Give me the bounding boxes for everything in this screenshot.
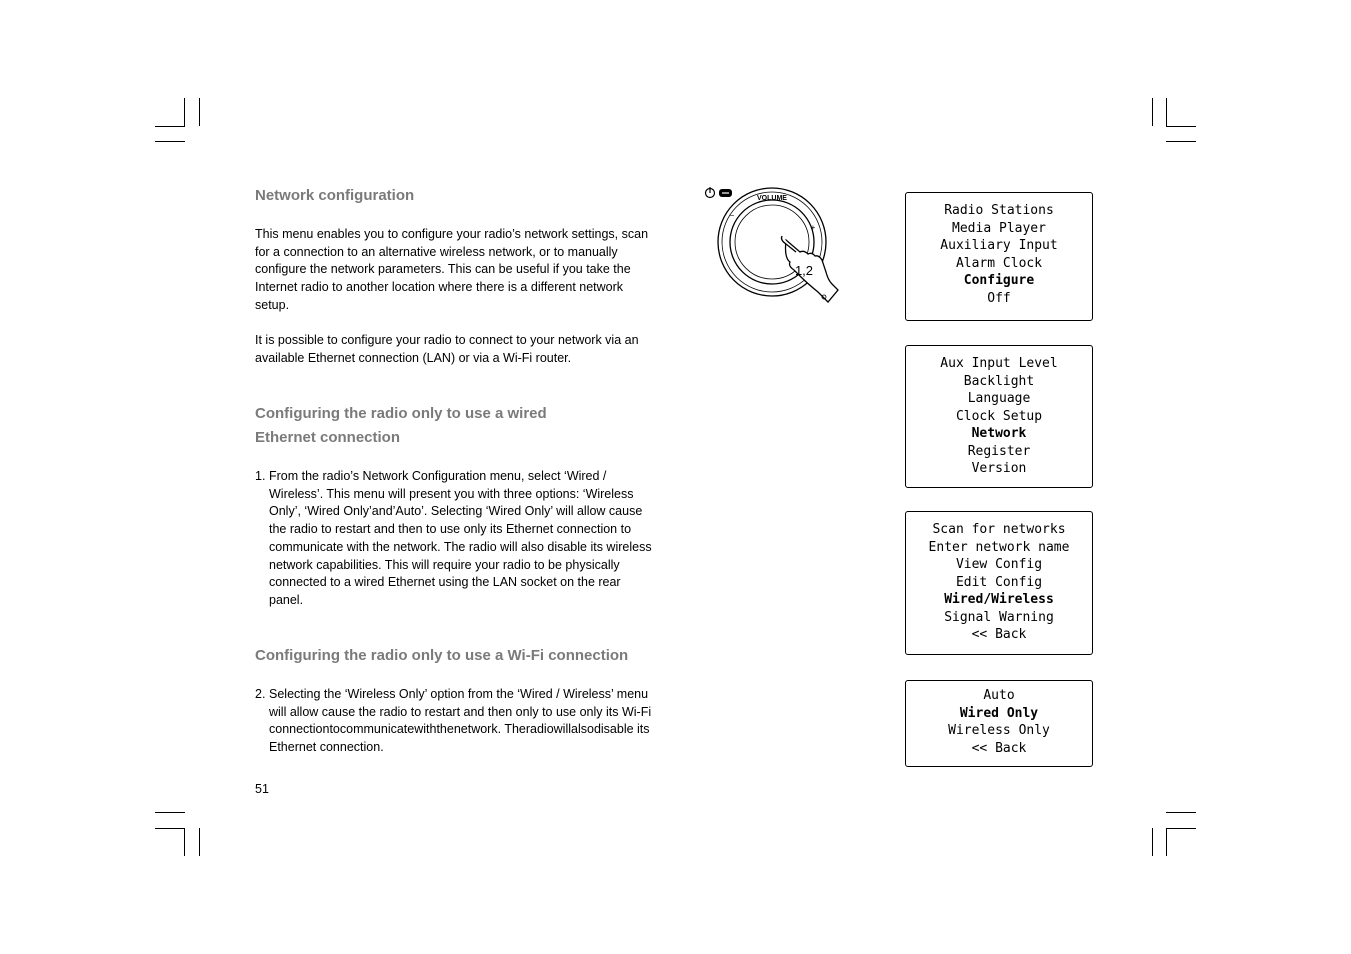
press-label: 1,2 (794, 263, 814, 278)
crop-mark (155, 828, 185, 829)
crop-mark (1166, 828, 1196, 829)
svg-text:+: + (810, 223, 816, 232)
menu-item: Signal Warning (944, 609, 1054, 625)
menu-item: Aux Input Level (940, 356, 1058, 371)
menu-item-selected: Wired Only (959, 705, 1039, 721)
menu-item: Clock Setup (955, 408, 1043, 424)
back-icon (719, 189, 732, 197)
step-2 (255, 686, 655, 757)
volume-dial-illustration (700, 180, 850, 310)
crop-mark (184, 828, 185, 856)
step-text: From the radio’s Network Configuration menu, select ‘Wired / Wireless’. This menu will present you with three options: ‘Wireless Only’, ‘Wired Only’and’Auto’. Selecting ‘Wired Only’ will allow cause the radio to restart and then to use only its Ethernet connection to communicate with the network. The radio will also disable its wireless network capabilities. This will require your radio to be physically connected to a wired Ethernet using the LAN socket on the rear panel. (269, 469, 652, 607)
menu-item: Edit Config (955, 574, 1043, 590)
menu-item: Media Player (952, 220, 1046, 236)
menu-item: Auto (983, 688, 1015, 703)
dial-volume-label: VOLUME (757, 195, 787, 202)
section-title: Network configuration (255, 187, 415, 204)
crop-mark (199, 98, 200, 126)
crop-mark (1166, 812, 1196, 813)
power-icon (706, 187, 715, 198)
crop-mark (1166, 98, 1167, 126)
crop-mark (1166, 126, 1196, 127)
menu-item-selected: Configure (963, 273, 1035, 288)
crop-mark (1152, 98, 1153, 126)
menu-item: Scan for networks (932, 522, 1066, 537)
menu-item: Register (967, 443, 1031, 459)
crop-mark (155, 141, 185, 142)
menu-item: Language (967, 391, 1031, 406)
menu-item: Alarm Clock (955, 255, 1043, 271)
menu-item: View Config (955, 557, 1043, 572)
intro-paragraph: This menu enables you to configure your radio’s network settings, scan for a connection to an alternative wireless network, or to manually configure the network parameters. This can be useful if you take the Internet radio to another location where there is a different network setup. (255, 227, 649, 312)
crop-mark (1152, 828, 1153, 856)
menu-item: Wireless Only (948, 723, 1050, 738)
step-number: 1. (255, 469, 266, 483)
page-number: 51 (255, 782, 269, 796)
menu-item: Version (971, 461, 1027, 476)
wired-heading-line-2: Ethernet connection (255, 429, 401, 446)
step-number: 2. (255, 687, 266, 701)
lcd-screen-wired-wireless-menu (905, 680, 1093, 767)
wired-heading-line-1: Configuring the radio only to use a wired (255, 405, 547, 422)
menu-item: << Back (971, 740, 1027, 756)
crop-mark (1166, 828, 1167, 856)
step-text: Selecting the ‘Wireless Only’ option from the ‘Wired / Wireless’ menu will allow cause the radio to restart and then only to use only its Wi-Fi connectiontocommunicatewiththenetwork. Theradiowillalsodisable its Ethernet connection. (269, 687, 652, 755)
crop-mark (199, 828, 200, 856)
wired-heading (255, 402, 547, 450)
step-1 (255, 468, 655, 610)
wifi-heading: Configuring the radio only to use a Wi-Fi connection (255, 647, 629, 664)
crop-mark (184, 98, 185, 126)
menu-item: Auxiliary Input (940, 238, 1058, 253)
lcd-screen-configure-menu (905, 345, 1093, 488)
menu-item: Backlight (963, 373, 1035, 389)
lcd-screen-main-menu (905, 192, 1093, 321)
menu-item-selected: Wired/Wireless (944, 592, 1054, 607)
crop-mark (1166, 141, 1196, 142)
menu-item: Enter network name (928, 539, 1070, 555)
crop-mark (155, 812, 185, 813)
menu-item: Off (987, 290, 1011, 306)
svg-text:−: − (729, 211, 735, 220)
menu-item: << Back (971, 627, 1027, 642)
crop-mark (155, 126, 185, 127)
menu-item: Radio Stations (944, 203, 1054, 218)
menu-item-selected: Network (971, 426, 1027, 441)
intro-paragraph-2: It is possible to configure your radio to connect to your network via an available Ethernet connection (LAN) or via a Wi-Fi router. (255, 333, 639, 365)
lcd-screen-network-menu (905, 511, 1093, 655)
